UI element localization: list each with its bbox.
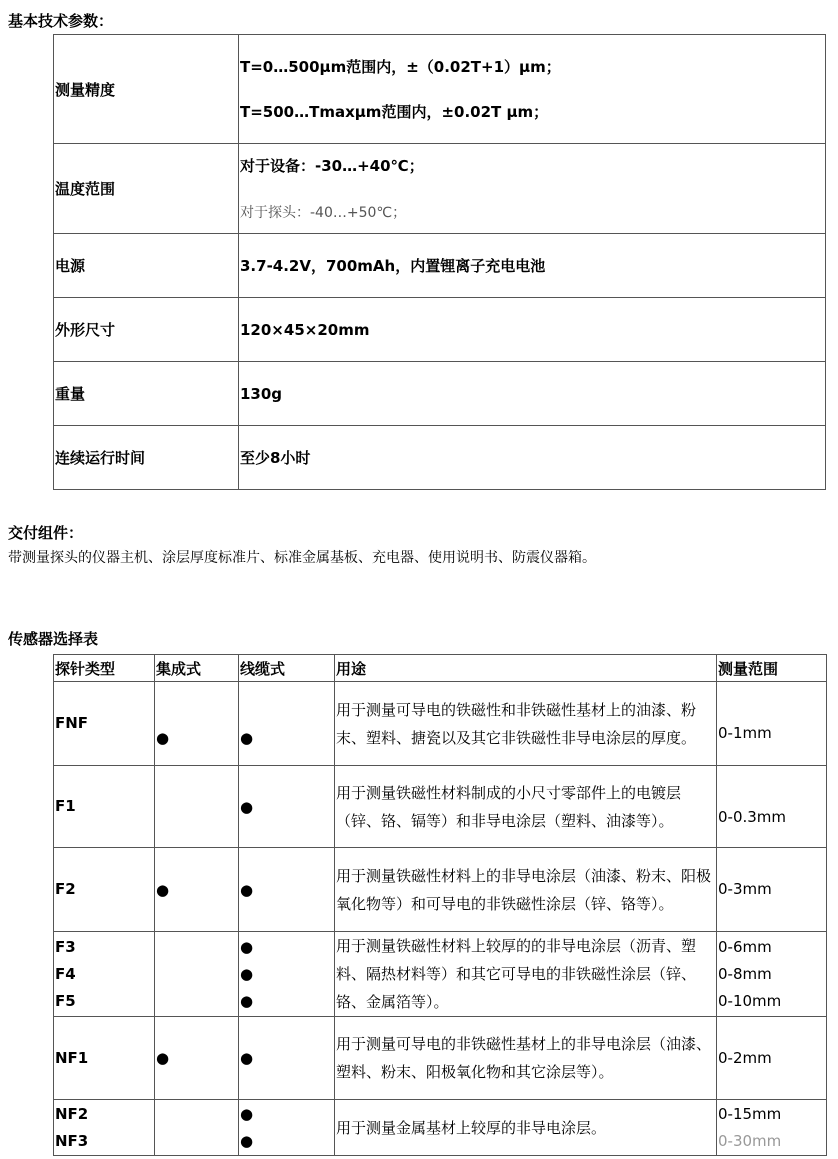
range-value: 0-1mm	[718, 724, 772, 742]
integrated-dot	[155, 1100, 239, 1156]
range-value: 0-2mm	[718, 1048, 772, 1067]
sensor-row-nf2-nf3	[54, 1100, 827, 1156]
temperature-line-2: 对于探头：-40…+50℃；	[240, 205, 407, 221]
range-value: 0-6mm	[718, 937, 772, 956]
type-cell	[54, 766, 155, 848]
type-cell	[54, 682, 155, 766]
type-cell	[54, 848, 155, 932]
type-label: NF1	[55, 1048, 89, 1067]
cable-dot: ●	[240, 1131, 254, 1150]
range-value: 0-0.3mm	[718, 808, 787, 826]
integrated-dot	[155, 766, 239, 848]
spec-label-power: 电源	[54, 234, 239, 298]
header-type: 探针类型	[54, 655, 155, 682]
temperature-line-1: 对于设备：-30…+40℃；	[240, 157, 424, 175]
cable-dot: ●	[239, 848, 335, 932]
spec-value-runtime: 至少8小时	[239, 426, 826, 490]
spec-label-size: 外形尺寸	[54, 298, 239, 362]
spec-value-size: 120×45×20mm	[239, 298, 826, 362]
usage-cell: 用于测量铁磁性材料制成的小尺寸零部件上的电镀层（锌、铬、镉等）和非导电涂层（塑料、油漆等）。	[335, 766, 717, 848]
cable-dot: ●	[239, 766, 335, 848]
spec-row-size	[54, 298, 826, 362]
spec-row-power	[54, 234, 826, 298]
sensor-title: 传感器选择表	[8, 630, 99, 648]
spec-value-accuracy	[239, 35, 826, 144]
type-label: F1	[55, 797, 76, 815]
spec-label-runtime: 连续运行时间	[54, 426, 239, 490]
sensor-row-fnf	[54, 682, 827, 766]
sensor-row-f2	[54, 848, 827, 932]
basic-params-title: 基本技术参数：	[8, 12, 114, 30]
integrated-dot: ●	[155, 682, 239, 766]
range-cell	[717, 932, 827, 1017]
range-value: 0-30mm	[718, 1131, 782, 1150]
cable-dot: ●	[240, 1104, 254, 1123]
sensor-table	[53, 654, 827, 1156]
range-value: 0-10mm	[718, 991, 782, 1010]
type-label: F2	[55, 880, 76, 898]
usage-cell: 用于测量可导电的铁磁性和非铁磁性基材上的油漆、粉末、塑料、搪瓷以及其它非铁磁性非导电涂层的厚度。	[335, 682, 717, 766]
accuracy-line-2: T=500…Tmaxµm范围内，±0.02T µm；	[240, 103, 549, 121]
sensor-row-f3-f5	[54, 932, 827, 1017]
type-label: F5	[55, 991, 76, 1010]
range-value: 0-3mm	[718, 880, 772, 898]
range-cell	[717, 848, 827, 932]
cable-dot: ●	[239, 682, 335, 766]
spec-label-weight: 重量	[54, 362, 239, 426]
spec-label-temperature: 温度范围	[54, 144, 239, 234]
header-integrated: 集成式	[155, 655, 239, 682]
type-label: NF2	[55, 1104, 89, 1123]
spec-row-temperature	[54, 144, 826, 234]
type-label: NF3	[55, 1131, 89, 1150]
sensor-row-f1	[54, 766, 827, 848]
integrated-dot	[155, 932, 239, 1017]
range-cell	[717, 766, 827, 848]
type-label: FNF	[55, 714, 89, 732]
spec-value-weight: 130g	[239, 362, 826, 426]
cable-dot: ●	[240, 937, 254, 956]
spec-value-power: 3.7-4.2V，700mAh，内置锂离子充电电池	[239, 234, 826, 298]
range-cell	[717, 682, 827, 766]
sensor-row-nf1	[54, 1017, 827, 1100]
type-label: F4	[55, 964, 76, 983]
spec-table	[53, 34, 826, 490]
type-label: F3	[55, 937, 76, 956]
range-value: 0-15mm	[718, 1104, 782, 1123]
delivery-text: 带测量探头的仪器主机、涂层厚度标准片、标准金属基板、充电器、使用说明书、防震仪器箱。	[8, 550, 596, 566]
cable-cell	[239, 932, 335, 1017]
type-cell	[54, 1017, 155, 1100]
spec-value-temperature	[239, 144, 826, 234]
accuracy-line-1: T=0…500µm范围内，±（0.02T+1）µm；	[240, 58, 561, 76]
header-range: 测量范围	[717, 655, 827, 682]
spec-row-weight	[54, 362, 826, 426]
type-cell	[54, 932, 155, 1017]
usage-cell: 用于测量金属基材上较厚的非导电涂层。	[335, 1100, 717, 1156]
spec-row-runtime	[54, 426, 826, 490]
range-cell	[717, 1100, 827, 1156]
delivery-title: 交付组件：	[8, 524, 84, 542]
cable-cell	[239, 1100, 335, 1156]
usage-cell: 用于测量可导电的非铁磁性基材上的非导电涂层（油漆、塑料、粉末、阳极氧化物和其它涂层等）。	[335, 1017, 717, 1100]
spec-label-accuracy: 测量精度	[54, 35, 239, 144]
integrated-dot: ●	[155, 848, 239, 932]
cable-dot: ●	[240, 991, 254, 1010]
header-cable: 线缆式	[239, 655, 335, 682]
spec-row-accuracy	[54, 35, 826, 144]
range-cell	[717, 1017, 827, 1100]
sensor-header-row	[54, 655, 827, 682]
usage-cell: 用于测量铁磁性材料上的非导电涂层（油漆、粉末、阳极氧化物等）和可导电的非铁磁性涂层（锌、铬等）。	[335, 848, 717, 932]
cable-dot: ●	[239, 1017, 335, 1100]
type-cell	[54, 1100, 155, 1156]
integrated-dot: ●	[155, 1017, 239, 1100]
usage-cell: 用于测量铁磁性材料上较厚的的非导电涂层（沥青、塑料、隔热材料等）和其它可导电的非铁磁性涂层（锌、铬、金属箔等）。	[335, 932, 717, 1017]
header-usage: 用途	[335, 655, 717, 682]
range-value: 0-8mm	[718, 964, 772, 983]
cable-dot: ●	[240, 964, 254, 983]
